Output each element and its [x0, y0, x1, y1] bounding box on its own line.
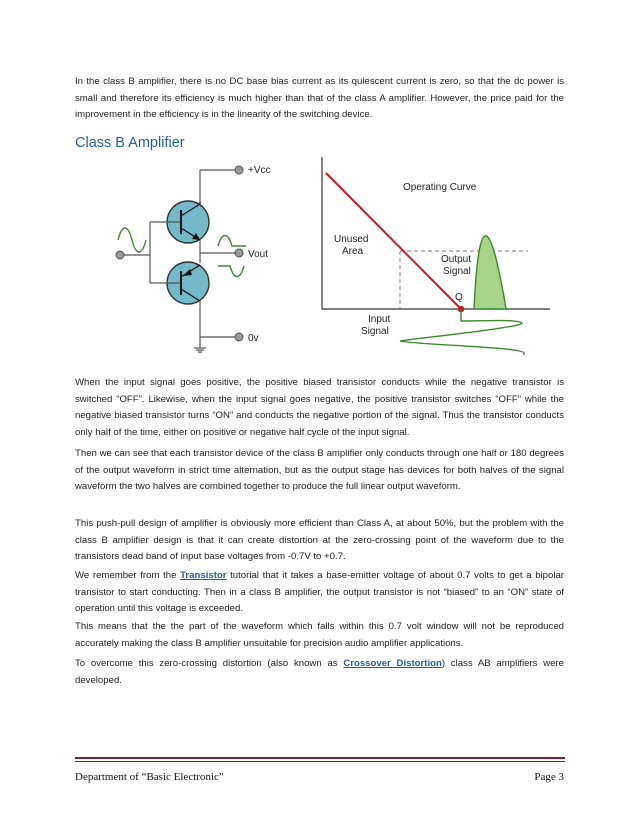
paragraph-push-pull: This push-pull design of amplifier is obviously more efficient than Class A, at about 50%, but the problem with the class B amplifier design is that it can create distortion at the zero-crossing point of the waveform due to the transistors dead band of input base voltages from -0.7V to +0.7.	[75, 518, 564, 562]
output-positive-half-wave	[218, 236, 246, 247]
paragraph-input-signal: When the input signal goes positive, the positive biased transistor conducts while the negative transistor is switched “OFF”. Likewise, when the input signal goes negative, the positive transistor switches “OFF” while the negative biased transistor turns “ON” and conducts the negative portion of the signal. Thus the transistor conducts only half of the time, either on positive or negative half cycle of the input signal.	[75, 377, 564, 438]
section-heading: Class B Amplifier	[75, 135, 185, 151]
zero-volt-terminal	[235, 333, 243, 341]
paragraph-transistor-before: We remember from the	[75, 570, 181, 581]
input-terminal	[116, 251, 124, 259]
footer-department: Department of “Basic Electronic”	[75, 771, 224, 783]
footer-page-number: Page 3	[534, 771, 564, 783]
q-label: Q	[455, 292, 463, 303]
paragraph-crossover-before: To overcome this zero-crossing distortion (also known as	[75, 658, 344, 669]
vout-label: Vout	[248, 249, 269, 260]
operating-curve-label: Operating Curve	[403, 182, 477, 193]
class-b-circuit-diagram	[110, 160, 300, 360]
input-sine-wave	[118, 228, 146, 252]
output-negative-half-wave	[218, 266, 244, 277]
paragraph-crossover-after: ) class AB amplifiers were developed.	[75, 658, 564, 686]
vcc-terminal	[235, 166, 243, 174]
output-signal-label: Signal	[443, 266, 471, 277]
input-signal-label: Signal	[361, 326, 389, 337]
intro-paragraph: In the class B amplifier, there is no DC base bias current as its quiescent current is zero, so that the dc power is small and therefore its efficiency is much higher than that of the class A amplifier. However, the price paid for the improvement in the efficiency is in the linearity of the switching device.	[75, 76, 564, 120]
vout-terminal	[235, 249, 243, 257]
footer-rule-thick	[75, 757, 565, 759]
input-signal-wave	[400, 309, 524, 355]
operating-curve-graph	[318, 155, 558, 360]
paragraph-volt-window: This means that the the part of the waveform which falls within this 0.7 volt window will not be reproduced accurately making the class B amplifier unsuitable for precision audio amplifier applications.	[75, 621, 564, 649]
transistor-link[interactable]: Transistor	[180, 570, 227, 581]
paragraph-crossover	[75, 656, 564, 689]
paragraph-half-cycle: Then we can see that each transistor device of the class B amplifier only conducts through one half or 180 degrees of the output waveform in strict time alternation, but as the output stage has devices for both halves of the signal waveform the two halves are combined together to produce the full linear output waveform.	[75, 448, 564, 492]
paragraph-transistor	[75, 568, 564, 618]
output-signal-wave	[474, 236, 506, 309]
crossover-distortion-link[interactable]: Crossover Distortion	[343, 658, 442, 669]
unused-label: Unused	[334, 234, 369, 245]
paragraph-transistor-after: tutorial that it takes a base-emitter voltage of about 0.7 volts to get a bipolar transistor to start conducting. Then in a class B amplifier, the output transistor is not “biased” to an “ON” state of operation until this voltage is exceeded.	[75, 570, 564, 614]
zero-volt-label: 0v	[248, 333, 259, 344]
output-label: Output	[441, 254, 472, 265]
area-label: Area	[342, 246, 364, 257]
input-label: Input	[368, 314, 391, 325]
vcc-label: +Vcc	[248, 165, 271, 176]
footer-rule-thin	[75, 761, 565, 762]
